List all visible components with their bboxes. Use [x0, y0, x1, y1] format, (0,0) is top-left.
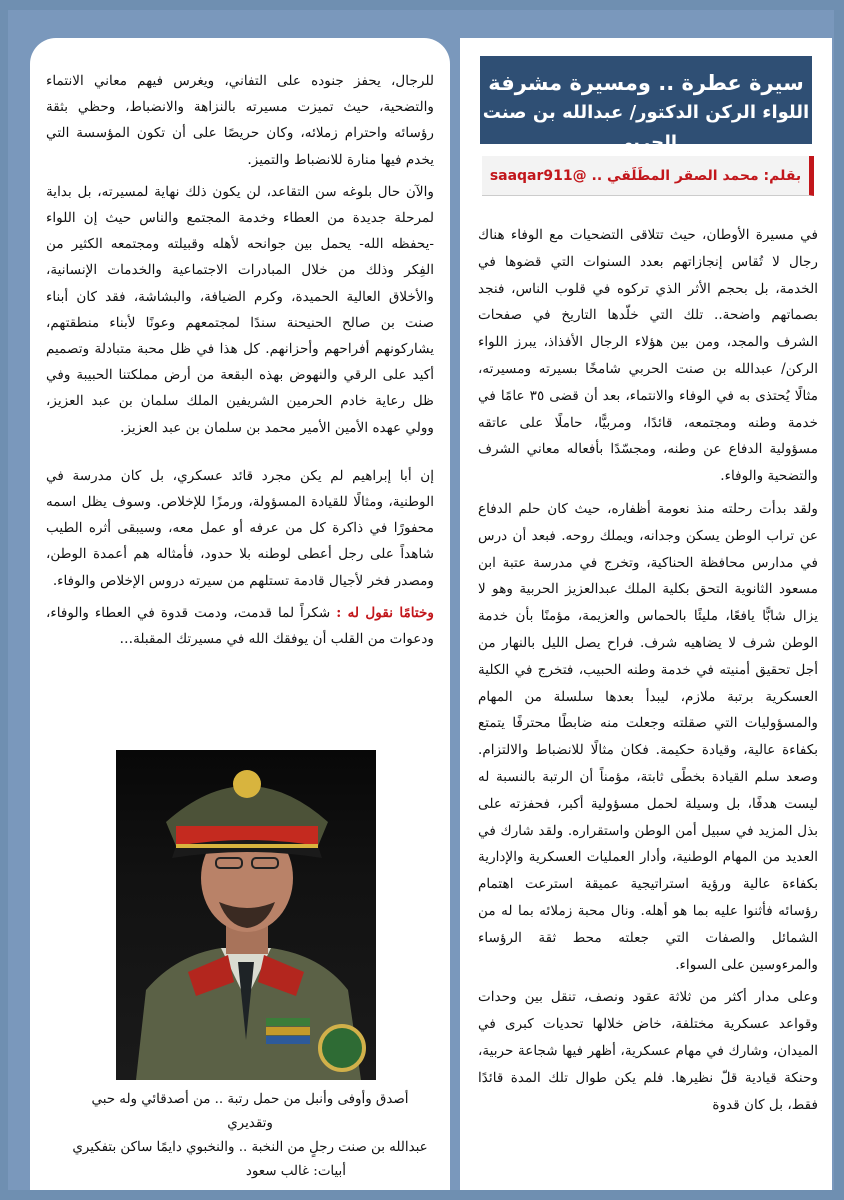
left-column	[30, 38, 450, 1190]
article-subtitle: اللواء الركن الدكتور/ عبدالله بن صنت الحربي	[482, 102, 810, 153]
verse-line-2: عبدالله بن صنت رجلٍ من النخبة .. والنخبوي دايمًا ساكن بتفكيري	[72, 1140, 428, 1155]
right-paragraph-2: ولقد بدأت رحلته منذ نعومة أظفاره، حيث كان حلم الدفاع عن تراب الوطن يسكن وجدانه، ويملك روحه. فبعد أن درس في مدارس محافظة الحناكية، وتخرج في مدرسة عتبة ابن مسعود الثانوية التحق بكلية الملك عبدالعزيز الحربية وهو لا يزال شابًّا يافعًا، مليئًا بالحماس والعزيمة، مؤمنًا بأن خدمة الوطن شرف لا يضاهيه شرف. فراح يصل الليل بالنهار من أجل تحقيق أمنيته في خدمة وطنه الحبيب، فتخرج في الكلية العسكرية برتبة ملازم، ليبدأ بعدها سلسلة من المهام والمسؤوليات التي صقلته وجعلت منه ضابطًا محترفًا يتمتع بكفاءة عالية، وقيادة حكيمة. فكان مثالًا للانضباط والالتزام. وصعد سلم القيادة بخطًى ثابتة، مؤمناً أن الرتبة بالنسبة له ليست هدفًا، بل وسيلة لحمل مسؤولية أكبر، فحفزته على بذل المزيد في سبيل أمن الوطن واستقراره. ولقد شارك في العديد من المهام الوطنية، وأدار العمليات العسكرية والإدارية بكفاءة عالية ورؤية استراتيجية عميقة استرعت اهتمام رؤسائه فأثنوا عليه بما هو أهله. ونال محبة زملائه بما له من الشمائل والصفات التي جعلته محط ثقة الرؤساء والمرءوسين على السواء.	[478, 500, 818, 973]
left-paragraph-3: إن أبا إبراهيم لم يكن مجرد قائد عسكري، بل كان مدرسة في الوطنية، ومثالًا للقيادة المسؤولة، ورمزًا للإخلاص. وسوف يظل اسمه محفورًا في ذاكرة كل من عرفه أو عمل معه، وسيبقى أثره الطيب شاهداً على رجل أعطى لوطنه بلا حدود، فأمثاله هم أعمدة الوطن، ومصدر فخر لأجيال قادمة تستلهم من سيرته دروس الإخلاص والوفاء.	[46, 467, 434, 589]
left-paragraph-2: والآن حال بلوغه سن التقاعد، لن يكون ذلك نهاية لمسيرته، بل بداية لمرحلة جديدة من العطاء وخدمة المجتمع والناس حيث إن اللواء -يحفظه الله- يحمل بين جوانحه لأهله وقبيلته ومجتمعه الكثير من الفِكر وذلك من خلال المبادرات الاجتماعية والخدمات الإنسانية، والأخلاق العالية الحميدة، وكرم الضيافة، والبشاشة، فقد كان أبناء صنت بن صالح الحنيحنة سندًا لمجتمعهم وعونًا لأبناء منطقتهم، يشاركونهم أفراحهم وأحزانهم. كل هذا في ظل محبة متبادلة وتصميم أكيد على الرقي والنهوض بهذه البقعة من أرض مملكتنا الحبيبة وفي ظل رعاية خادم الحرمين الشريفين الملك سلمان بن عبد العزيز، وولي عهده الأمين الأمير محمد بن سلمان بن عبد العزيز.	[46, 183, 434, 436]
closing-label: وختامًا نقول له :	[336, 604, 435, 621]
left-paragraph-1: للرجال، يحفز جنوده على التفاني، ويغرس فيهم معاني الانتماء والتضحية، حيث تميزت مسيرته بالنزاهة والانضباط، وحظي بثقة رؤسائه واحترام زملائه، وكان حريصًا على أن تكون المؤسسة التي يخدم فيها منارة للانضباط والتميز.	[46, 73, 434, 168]
officer-portrait-photo	[116, 750, 376, 1080]
right-column	[460, 38, 832, 1190]
article-title: سيرة عطرة .. ومسيرة مشرفة	[488, 71, 804, 95]
byline-label: بقلم: محمد الصقر المطَلَقي ..	[591, 168, 802, 184]
magazine-page	[8, 10, 834, 1190]
closing-text: شكراً لما قدمت، ودمت قدوة في العطاء والوفاء، ودعوات من القلب أن يوفقك الله في مسيرتك المقبلة…	[46, 604, 434, 648]
poem-verse	[70, 1088, 430, 1184]
verse-line-1: أصدق وأوفى وأنبل من حمل رتبة .. من أصدقائي وله حبي وتقديري	[91, 1092, 409, 1131]
officer-portrait-illustration	[116, 750, 376, 1080]
right-paragraph-3: وعلى مدار أكثر من ثلاثة عقود ونصف، تنقل بين وحدات وقواعد عسكرية مختلفة، خاض خلالها تحديات كبرى في الميدان، وشارك في مهام عسكرية، أظهر فيها شجاعة حربية، وحنكة قيادية قلّ نظيرها. فلم يكن طوال تلك المدة قائدًا فقط، بل كان قدوة	[478, 989, 818, 1113]
right-column-text	[478, 222, 818, 1124]
left-column-text	[46, 68, 434, 652]
byline	[482, 156, 814, 196]
article-title-box	[480, 56, 812, 153]
closing-paragraph	[46, 600, 434, 652]
byline-handle: @saaqar911	[489, 168, 587, 184]
verse-author: أبيات: غالب سعود	[245, 1164, 346, 1179]
right-paragraph-1: في مسيرة الأوطان، حيث تتلاقى التضحيات مع الوفاء هناك رجال لا تُقاس إنجازاتهم بعدد السنوات التي قضوها في الخدمة، بل بحجم الأثر الذي تركوه في قلوب الناس، فنجد بصماتهم واضحة.. تلك التي خلّدها التاريخ في صفحات الشرف والمجد، ومن بين هؤلاء الرجال الأفذاذ، يبرز اللواء الركن/ عبدالله بن صنت الحربي شامخًا بسيرته ومسيرته، مثالًا يُحتذى به في الوفاء والانتماء، بعد أن قضى ٣٥ عامًا في خدمة وطنه ومجتمعه، قائدًا، ومربيًّا، حاملًا على عاتقه مسؤولية الدفاع عن وطنه، ومجسّدًا بأفعاله معاني الشرف والتضحية والوفاء.	[478, 227, 818, 485]
